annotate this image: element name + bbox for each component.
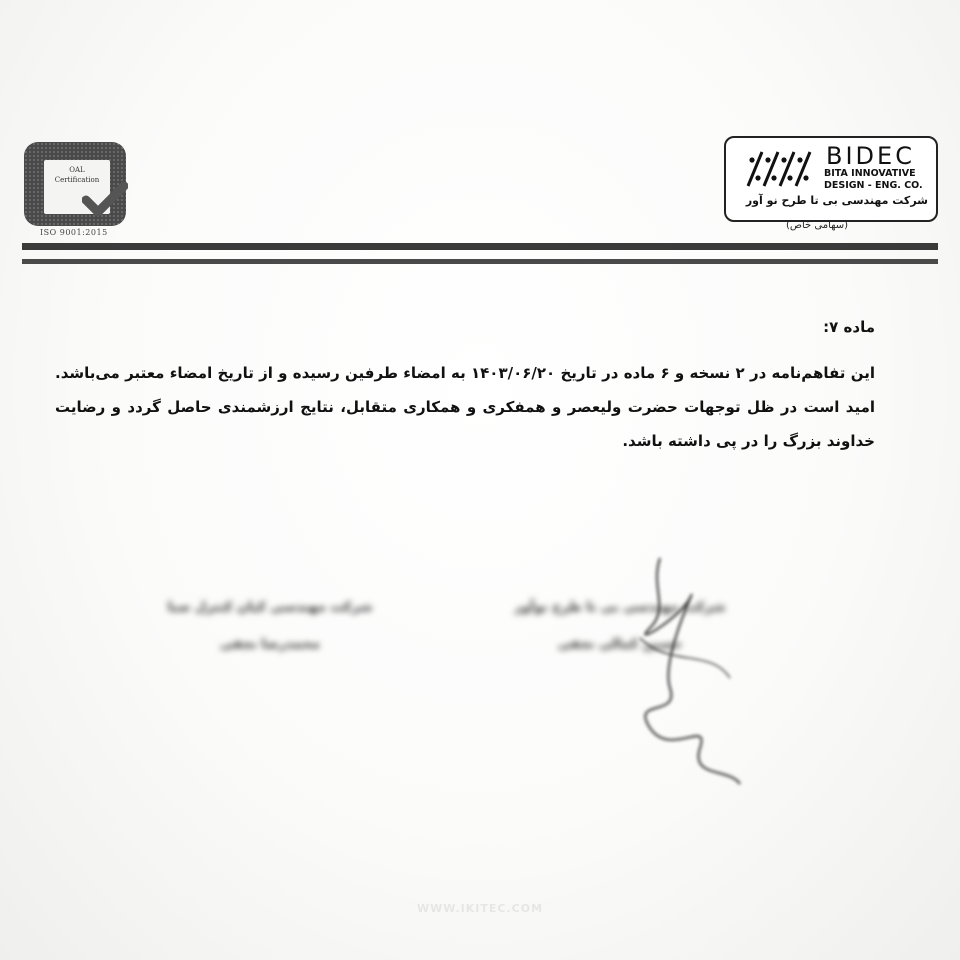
header-rule-thick xyxy=(22,243,938,250)
cert-logo-line1: OAL xyxy=(69,166,85,174)
header-rule-thin xyxy=(22,259,938,264)
brand-line2: DESIGN - ENG. CO. xyxy=(824,180,923,191)
document-body xyxy=(55,318,875,458)
cert-logo-frame xyxy=(24,142,126,226)
iso-certification-logo xyxy=(22,140,132,240)
article-title: ماده ۷: xyxy=(823,318,875,336)
signatory-company: شرکت مهندسی بی تا طرح نوآور xyxy=(514,600,726,615)
brand-name-fa: شرکت مهندسی بی تا طرح نو آور xyxy=(745,194,928,207)
signatory-name: محمدرضا نجفی xyxy=(220,637,320,652)
checkmark-icon xyxy=(82,182,128,218)
article-paragraph: این تفاهم‌نامه در ۲ نسخه و ۶ ماده در تاریخ ۱۴۰۳/۰۶/۲۰ به امضاء طرفین رسیده و از تاریخ امضاء معتبر می‌باشد. امید است در ظل توجهات حضرت ولیعصر و همفکری و همکاری متقابل، نتایج ارزشمندی حاصل گردد و رضایت خداوند بزرگ را در پی داشته باشد. xyxy=(55,364,875,450)
cert-standard: ISO 9001:2015 xyxy=(40,228,108,237)
signatory-name: حسین کمالی نجفی xyxy=(557,637,683,652)
watermark-url: WWW.IKITEC.COM xyxy=(416,902,544,915)
signature-block-right xyxy=(510,600,730,652)
signature-block-left xyxy=(130,600,410,652)
brand-line1: BITA INNOVATIVE xyxy=(824,168,916,179)
signatory-company: شرکت مهندسی کیان کنترل صبا xyxy=(167,600,373,615)
company-mark-icon xyxy=(742,146,822,192)
handwritten-signature xyxy=(590,548,760,788)
brand-name: BIDEC xyxy=(826,142,915,170)
company-logo xyxy=(724,136,938,222)
company-type: (سهامی خاص) xyxy=(786,220,849,231)
cert-logo-line2: Certification xyxy=(54,176,100,184)
